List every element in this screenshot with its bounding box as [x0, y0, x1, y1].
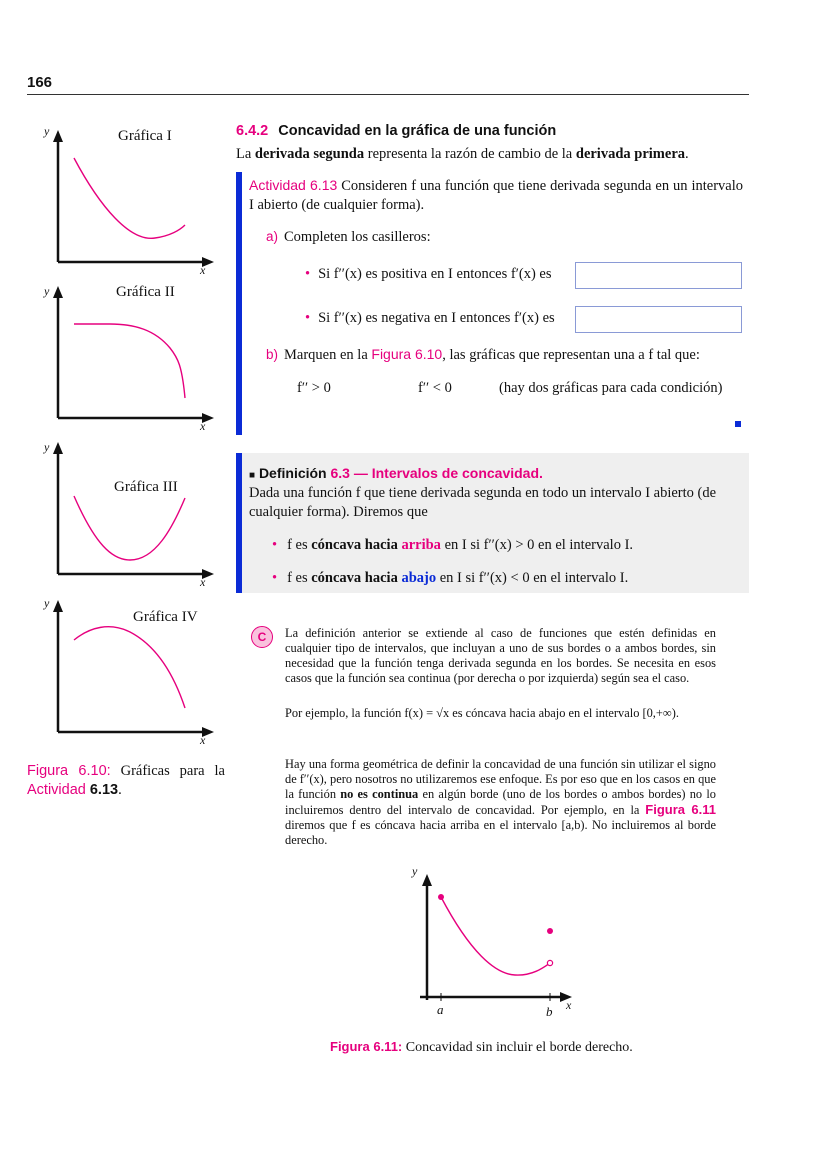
figure-6-11-x-label: x: [566, 998, 572, 1012]
figure-6-11-b-label: b: [546, 1004, 553, 1019]
figure-6-11-y-label: y: [412, 864, 418, 878]
graph-3-y-label: y: [44, 440, 50, 454]
graph-2-title: Gráfica II: [116, 284, 175, 300]
graph-3-x-label: x: [200, 575, 206, 589]
definition-item-up: • f es cóncava hacia arriba en I si f′′(x) > 0 en el intervalo I.: [272, 537, 634, 553]
answer-box-1[interactable]: [575, 262, 742, 289]
section-title: Concavidad en la gráfica de una función: [278, 123, 557, 139]
note-paragraph-2: Por ejemplo, la función f(x) = √x es cóncava hacia abajo en el intervalo [0,+∞).: [285, 706, 679, 720]
graph-4-y-label: y: [44, 596, 50, 610]
figure-6-10-label: Figura 6.10:: [27, 763, 111, 779]
condition-negative: f′′ < 0: [418, 380, 452, 396]
figure-6-10-caption: Figura 6.10: Gráficas para la Actividad 6.13.: [27, 763, 225, 798]
condition-note: (hay dos gráficas para cada condición): [499, 380, 723, 396]
activity-ref-link[interactable]: Actividad: [27, 782, 86, 798]
note-paragraph-1: La definición anterior se extiende al caso de funciones que estén definidas en cualquier tipo de intervalos, que incluyan a uno de sus bordes o a ambos bordes, sin necesidad que la función tenga derivada segunda en los bordes. Se necesita en esos casos que la función sea continua (por derecha o por izquierda) según sea el caso.: [285, 626, 716, 685]
graph-2: [30, 278, 220, 433]
figure-6-11-plot: [400, 862, 590, 1022]
figure-6-11-a-label: a: [437, 1002, 444, 1017]
figure-6-10-ref-link[interactable]: Figura 6.10: [371, 346, 443, 362]
end-of-activity-mark: [735, 421, 741, 427]
header-rule: [27, 94, 749, 95]
graph-1-y-label: y: [44, 124, 50, 138]
activity-label: Actividad 6.13: [249, 177, 338, 193]
note-paragraph-3: Hay una forma geométrica de definir la concavidad de una función sin utilizar el signo de f′′(x), pero nosotros no utilizaremos ese enfoque. Es por eso que en los casos en que la función no es continua en algún borde (uno de los bordes o ambos bordes) no lo incluiremos dentro del intervalo de concavidad. Por ejemplo, en la Figura 6.11 diremos que f es cóncava hacia arriba en el intervalo [a,b). No incluiremos al borde derecho.: [285, 757, 716, 847]
section-heading: [236, 123, 556, 139]
activity-item-b: b) Marquen en la Figura 6.10, las gráficas que representan una a f tal que:: [266, 346, 700, 363]
figure-6-11-caption: Figura 6.11: Concavidad sin incluir el borde derecho.: [330, 1039, 633, 1055]
graph-1-x-label: x: [200, 263, 206, 277]
answer-box-2[interactable]: [575, 306, 742, 333]
definition-bar: [236, 453, 242, 593]
activity-item-a: a) Completen los casilleros:: [266, 229, 431, 245]
graph-3: [30, 434, 220, 589]
activity-bullet-2: • Si f′′(x) es negativa en I entonces f′(x) es: [305, 310, 555, 326]
figure-6-11: [400, 862, 590, 1022]
activity-statement: Actividad 6.13 Consideren f una función que tiene derivada segunda en un intervalo I abierto (de cualquier forma).: [249, 177, 743, 213]
activity-bar: [236, 172, 242, 435]
graph-3-title: Gráfica III: [114, 479, 178, 495]
graph-1-title: Gráfica I: [118, 128, 172, 144]
graph-4: [30, 592, 220, 747]
section-intro: La derivada segunda representa la razón de cambio de la derivada primera.: [236, 146, 689, 162]
condition-positive: f′′ > 0: [297, 380, 331, 396]
figure-6-11-ref-link[interactable]: Figura 6.11: [645, 802, 716, 817]
graph-4-x-label: x: [200, 733, 206, 747]
graph-2-y-label: y: [44, 284, 50, 298]
graph-2-x-label: x: [200, 419, 206, 433]
definition-item-down: • f es cóncava hacia abajo en I si f′′(x) < 0 en el intervalo I.: [272, 570, 629, 586]
activity-bullet-1: • Si f′′(x) es positiva en I entonces f′(x) es: [305, 266, 552, 282]
definition-title: ■ Definición 6.3 — Intervalos de concavidad.: [249, 465, 543, 481]
page-number: 166: [27, 74, 53, 91]
section-number: 6.4.2: [236, 123, 269, 139]
graph-3-plot: [30, 434, 220, 586]
graph-4-title: Gráfica IV: [133, 609, 198, 625]
definition-body: Dada una función f que tiene derivada segunda en todo un intervalo I abierto (de cualquier forma). Diremos que: [249, 485, 717, 520]
graph-1: [30, 122, 220, 277]
comment-marker-icon: C: [251, 626, 273, 648]
